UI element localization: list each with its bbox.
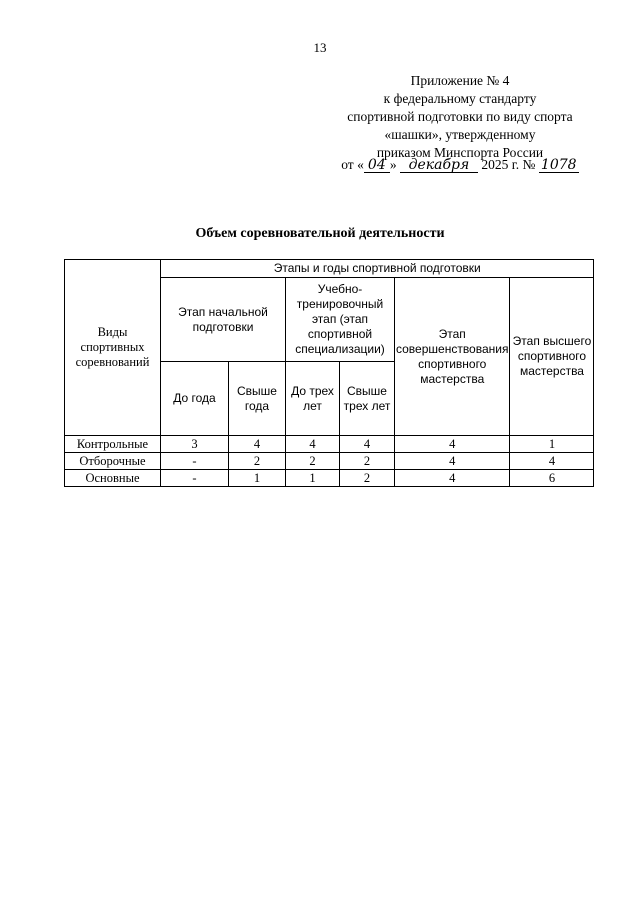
sub-header-initial-2: Свыше года (229, 362, 286, 436)
table-row (65, 470, 594, 487)
order-year: 2025 г. № (481, 157, 536, 172)
table-cell: 4 (395, 470, 510, 487)
page-number: 13 (313, 40, 327, 55)
table-row (65, 453, 594, 470)
table-cell: 2 (229, 453, 286, 470)
sub-header-training-2: Свыше трех лет (340, 362, 395, 436)
sub-header-training-1: До трех лет (286, 362, 340, 436)
header-line: к федеральному стандарту (383, 91, 537, 106)
row-label: Основные (65, 470, 161, 487)
header-line: Приложение № 4 (410, 73, 510, 88)
table-cell: 1 (510, 436, 594, 453)
table-cell: - (161, 470, 229, 487)
table-cell: 6 (510, 470, 594, 487)
row-label: Контрольные (65, 436, 161, 453)
stage-initial-header: Этап начальной подготовки (161, 278, 286, 362)
group-header-cell: Этапы и годы спортивной подготовки (161, 260, 594, 278)
order-day-handwritten: 04 (364, 158, 390, 173)
order-number-handwritten: 1078 (539, 158, 579, 173)
table-cell: 1 (229, 470, 286, 487)
order-reference (330, 156, 590, 174)
stage-higher-header: Этап высшего спортивного мастерства (510, 278, 594, 436)
table-cell: 4 (286, 436, 340, 453)
table-cell: 4 (229, 436, 286, 453)
row-label: Отборочные (65, 453, 161, 470)
table-cell: 1 (286, 470, 340, 487)
sub-header-initial-1: До года (161, 362, 229, 436)
header-line: спортивной подготовки по виду спорта (347, 109, 573, 124)
order-middle: » (389, 157, 397, 172)
table-row (65, 436, 594, 453)
header-line: приказом Минспорта России (376, 145, 544, 160)
table-cell: - (161, 453, 229, 470)
row-header-cell: Виды спортивных соревнований (65, 260, 161, 436)
table-cell: 4 (340, 436, 395, 453)
table-cell: 2 (286, 453, 340, 470)
stage-improvement-header: Этап совершенствования спортивного мастерства (395, 278, 510, 436)
table-cell: 3 (161, 436, 229, 453)
order-month-handwritten: декабря (400, 158, 478, 173)
table-cell: 4 (510, 453, 594, 470)
table-cell: 4 (395, 436, 510, 453)
order-prefix: от « (341, 157, 364, 172)
table-cell: 2 (340, 453, 395, 470)
table-cell: 2 (340, 470, 395, 487)
header-line: «шашки», утвержденному (384, 127, 536, 142)
competition-volume-table (64, 259, 594, 487)
table-cell: 4 (395, 453, 510, 470)
appendix-header (330, 72, 590, 162)
stage-training-header: Учебно-тренировочный этап (этап спортивной специализации) (286, 278, 395, 362)
document-title: Объем соревновательной деятельности (195, 226, 445, 241)
